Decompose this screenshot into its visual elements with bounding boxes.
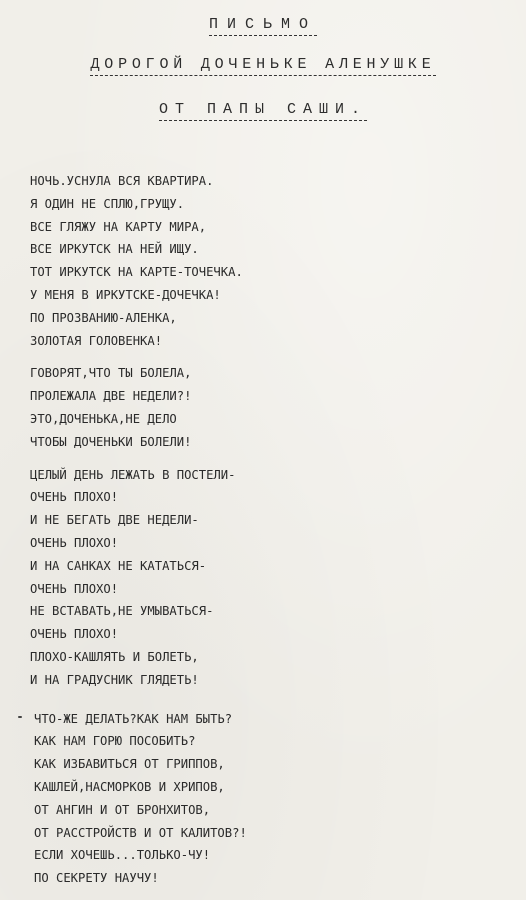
poem-line: НОЧЬ.УСНУЛА ВСЯ КВАРТИРА. xyxy=(30,174,214,188)
title-sender xyxy=(0,101,526,121)
poem-line: ОЧЕНЬ ПЛОХО! xyxy=(30,581,119,596)
poem-line: ЗОЛОТАЯ ГОЛОВЕНКА! xyxy=(30,333,163,348)
poem-line: КАК НАМ ГОРЮ ПОСОБИТЬ? xyxy=(34,734,196,749)
poem-line: ОТ РАССТРОЙСТВ И ОТ КАЛИТОВ?! xyxy=(34,825,247,840)
poem-line: ПО СЕКРЕТУ НАУЧУ! xyxy=(34,871,159,886)
title-recipient xyxy=(0,56,526,76)
poem-line: ЧТОБЫ ДОЧЕНЬКИ БОЛЕЛИ! xyxy=(30,434,192,449)
poem-line: ЦЕЛЫЙ ДЕНЬ ЛЕЖАТЬ В ПОСТЕЛИ- xyxy=(30,467,236,482)
poem-line: ВСЕ ИРКУТСК НА НЕЙ ИЩУ. xyxy=(30,242,199,257)
title-line-2: ДОРОГОЙ ДОЧЕНЬКЕ АЛЕНУШКЕ xyxy=(90,56,435,76)
poem-line: ПРОЛЕЖАЛА ДВЕ НЕДЕЛИ?! xyxy=(30,389,192,404)
title-line-1: ПИСЬМО xyxy=(209,16,317,36)
poem-line: ПЛОХО-КАШЛЯТЬ И БОЛЕТЬ, xyxy=(30,649,199,664)
poem-line: ОТ АНГИН И ОТ БРОНХИТОВ, xyxy=(34,802,211,817)
poem-line: ОЧЕНЬ ПЛОХО! xyxy=(30,490,119,505)
poem-line: И НЕ БЕГАТЬ ДВЕ НЕДЕЛИ- xyxy=(30,513,199,528)
poem-line: У МЕНЯ В ИРКУТСКЕ-ДОЧЕЧКА! xyxy=(30,287,221,302)
poem-line: ОЧЕНЬ ПЛОХО! xyxy=(30,535,119,550)
poem-body xyxy=(30,170,500,900)
title-line-3: ОТ ПАПЫ САШИ. xyxy=(159,101,367,121)
stanza-2 xyxy=(30,362,500,453)
stanza-1 xyxy=(30,170,500,352)
poem-line: И НА ГРАДУСНИК ГЛЯДЕТЬ! xyxy=(30,672,199,687)
poem-line: ЕСЛИ ХОЧЕШЬ...ТОЛЬКО-ЧУ! xyxy=(34,848,211,863)
poem-line: И НА САНКАХ НЕ КАТАТЬСЯ- xyxy=(30,558,207,573)
poem-line: ВСЕ ГЛЯЖУ НА КАРТУ МИРА, xyxy=(30,219,207,234)
poem-line: НЕ ВСТАВАТЬ,НЕ УМЫВАТЬСЯ- xyxy=(30,604,214,619)
poem-line: КАК ИЗБАВИТЬСЯ ОТ ГРИППОВ, xyxy=(34,757,225,772)
poem-line: ГОВОРЯТ,ЧТО ТЫ БОЛЕЛА, xyxy=(30,366,192,381)
stanza-3 xyxy=(30,464,500,692)
title-letter xyxy=(0,16,526,36)
margin-mark xyxy=(18,716,22,718)
poem-line: ПО ПРОЗВАНИЮ-АЛЕНКА, xyxy=(30,310,177,325)
poem-line: ЭТО,ДОЧЕНЬКА,НЕ ДЕЛО xyxy=(30,411,177,426)
poem-line: ОЧЕНЬ ПЛОХО! xyxy=(30,627,119,642)
poem-line: ТОТ ИРКУТСК НА КАРТЕ-ТОЧЕЧКА. xyxy=(30,265,243,280)
poem-line: ЧТО-ЖЕ ДЕЛАТЬ?КАК НАМ БЫТЬ? xyxy=(34,711,233,726)
poem-line: КАШЛЕЙ,НАСМОРКОВ И ХРИПОВ, xyxy=(34,779,225,794)
stanza-4 xyxy=(34,708,500,890)
poem-line: Я ОДИН НЕ СПЛЮ,ГРУЩУ. xyxy=(30,196,185,211)
